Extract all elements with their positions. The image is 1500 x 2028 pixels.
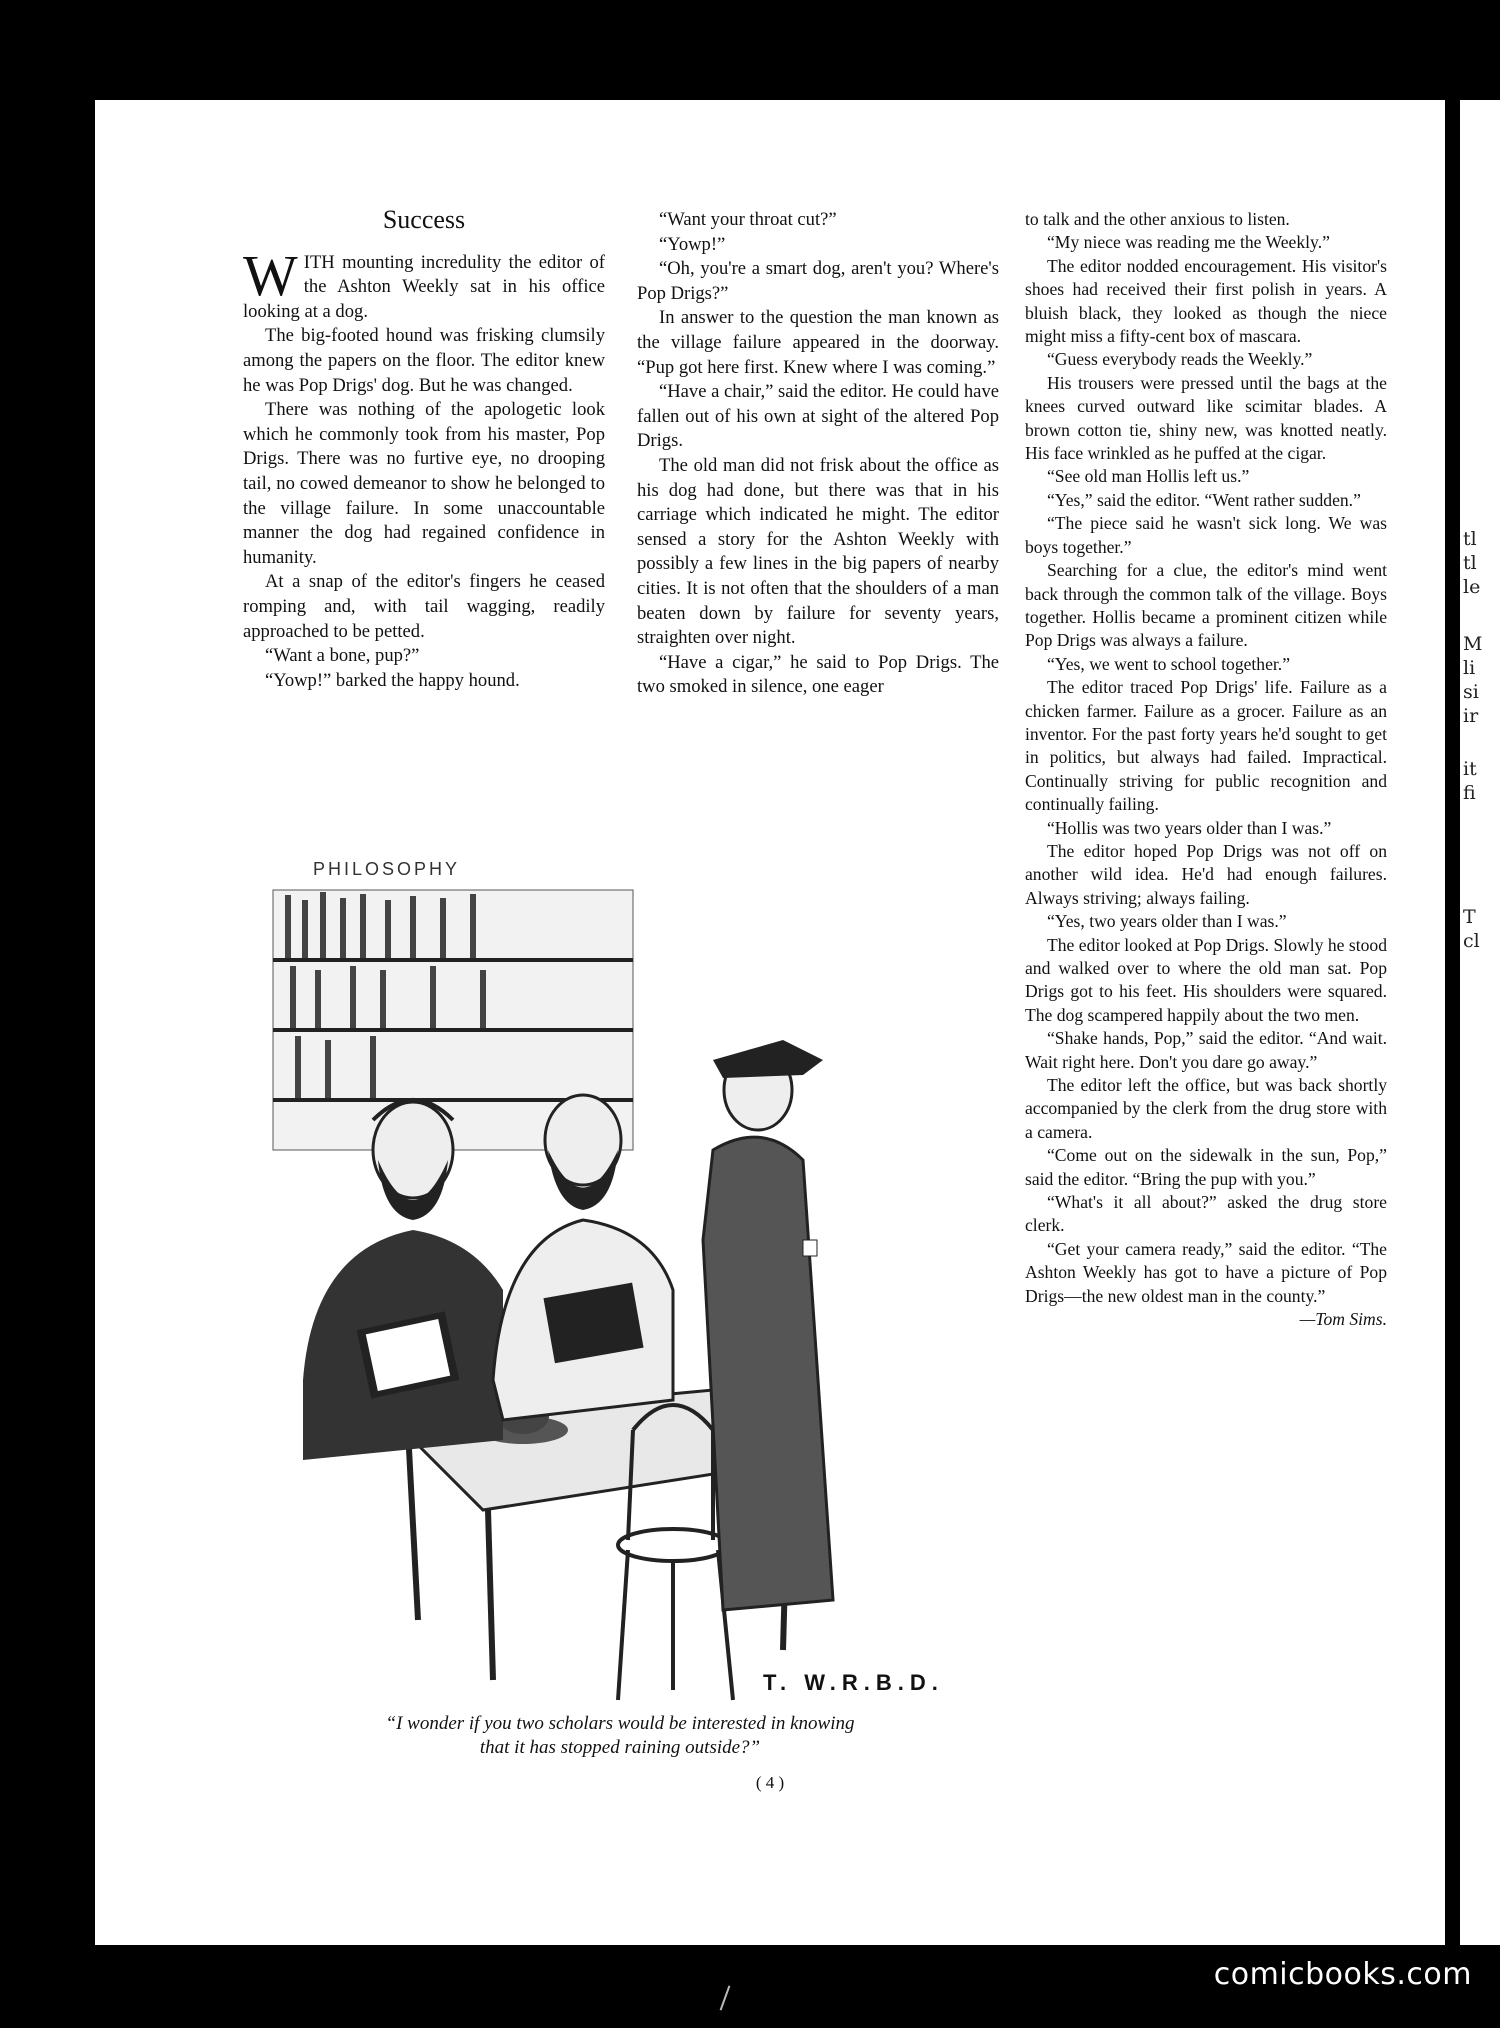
paragraph: “See old man Hollis left us.” [1047,466,1250,487]
facing-page-edge [1460,100,1500,1945]
policeman [703,1040,833,1610]
scholar-left [303,1100,503,1460]
paragraph: “Guess everybody reads the Weekly.” [1047,349,1313,370]
paragraph: “Have a cigar,” he said to Pop Drigs. The two smoked in silence, one eager [637,651,999,698]
artist-signature: T. W.R.B.D. [763,1670,944,1695]
paragraph: WITH mounting incredulity the editor of the Ashton Weekly sat in his office looking at a dog. [243,242,605,322]
paragraph: The editor nodded encouragement. His visitor's shoes had received their first polish in years. A bluish black, they looked as though the niece might miss a fifty-cent box of mascara. [1025,255,1387,347]
paragraph: “Hollis was two years older than I was.” [1047,817,1332,838]
paragraph: “What's it all about?” asked the drug store clerk. [1025,1192,1387,1236]
text-fragment: tl [1463,552,1477,574]
article-column-1 [243,205,605,693]
article-title: Success [382,205,466,234]
paragraph: “Get your camera ready,” said the editor. “The Ashton Weekly has got to have a picture of Pop Drigs—the new oldest man in the county.” [1025,1238,1387,1306]
cartoon-illustration [243,820,993,1720]
text-fragment: T [1463,906,1476,928]
text-fragment: ir [1463,705,1479,727]
shelf-sign: PHILOSOPHY [313,859,461,879]
text-fragment: it [1463,758,1477,780]
paragraph: “Yes, we went to school together.” [1047,653,1291,674]
cartoon-caption [245,1712,995,1760]
paragraph: The big-footed hound was frisking clumsily among the papers on the floor. The editor knew he was Pop Drigs' dog. But he was changed. [243,325,605,396]
paragraph: Searching for a clue, the editor's mind went back through the common talk of the village. Boys together. Hollis became a prominent citizen while Pop Drigs was always a failure. [1025,560,1387,651]
caption-line: that it has stopped raining outside?” [479,1737,761,1758]
paragraph: The editor looked at Pop Drigs. Slowly he stood and walked over to where the old man sat. Pop Drigs got to his feet. His shoulders were squared. The dog scampered happily about the two men. [1025,934,1387,1025]
paragraph: “Want a bone, pup?” [265,645,420,667]
paragraph: “Shake hands, Pop,” said the editor. “And wait. Wait right here. Don't you dare go away.” [1025,1028,1387,1072]
text-fragment: cl [1463,930,1480,952]
paragraph: “My niece was reading me the Weekly.” [1047,232,1330,253]
paragraph: to talk and the other anxious to listen. [1025,209,1290,229]
article-column-2 [637,208,999,700]
paragraph: “Yes, two years older than I was.” [1047,911,1287,932]
paragraph: His trousers were pressed until the bags at the knees curved outward like scimitar blades. A brown cotton tie, shiny new, was knotted neatly. His face wrinkled as he puffed at the cigar. [1025,372,1387,464]
scan-scratch [720,1985,731,2010]
paragraph: “Yowp!” barked the happy hound. [265,669,520,691]
text-fragment: M [1463,633,1483,655]
paragraph: There was nothing of the apologetic look which he commonly took from his master, Pop Drigs. There was no furtive eye, no drooping tail, no cowed demeanor to show he belonged to the village failure. In some unaccountable manner the dog had regained confidence in humanity. [243,399,605,568]
text-fragment: tl [1463,528,1477,550]
paragraph: “The piece said he wasn't sick long. We was boys together.” [1025,513,1387,557]
byline: —Tom Sims. [1299,1309,1387,1330]
paragraph: “Come out on the sidewalk in the sun, Pop,” said the editor. “Bring the pup with you.” [1025,1145,1387,1189]
article-column-3 [1025,208,1387,1332]
paragraph: The old man did not frisk about the office as his dog had done, but there was that in his carriage which indicated he might. The editor sensed a story for the Ashton Weekly with possibly a few lines in the big papers of nearby cities. It is not often that the shoulders of a man beaten down by failure for seventy years, straighten over night. [637,454,999,649]
paragraph: “Have a chair,” said the editor. He could have fallen out of his own at sight of the altered Pop Drigs. [637,381,999,452]
paragraph: The editor traced Pop Drigs' life. Failure as a chicken farmer. Failure as a grocer. Failure as an inventor. For the past forty years he'd sought to get in politics, but always had failed. Impractical. Continually striving for public recognition and continually failing. [1025,677,1387,815]
paragraph: “Yowp!” [659,233,726,255]
drop-cap: W [243,242,298,308]
page-number: ( 4 ) [755,1773,785,1792]
paragraph: In answer to the question the man known as the village failure appeared in the doorway. “Pup got here first. Knew where I was coming.” [637,307,999,378]
paragraph: The editor left the office, but was back shortly accompanied by the clerk from the drug store with a camera. [1025,1075,1387,1142]
site-watermark: comicbooks.com [1213,1957,1472,1992]
text-fragment: li [1463,657,1476,679]
paragraph: The editor hoped Pop Drigs was not off on another wild idea. He'd had enough failures. Always striving; always failing. [1025,840,1387,908]
text-fragment: si [1463,681,1479,703]
paragraph: At a snap of the editor's fingers he ceased romping and, with tail wagging, readily approached to be petted. [243,571,605,642]
paragraph: “Oh, you're a smart dog, aren't you? Where's Pop Drigs?” [637,258,999,304]
paragraph: “Yes,” said the editor. “Went rather sudden.” [1047,489,1361,510]
magazine-page [95,100,1445,1945]
text-fragment: le [1463,576,1481,598]
caption-line: “I wonder if you two scholars would be interested in knowing [385,1713,855,1734]
paragraph: “Want your throat cut?” [659,209,837,230]
text-fragment: fi [1463,782,1476,804]
